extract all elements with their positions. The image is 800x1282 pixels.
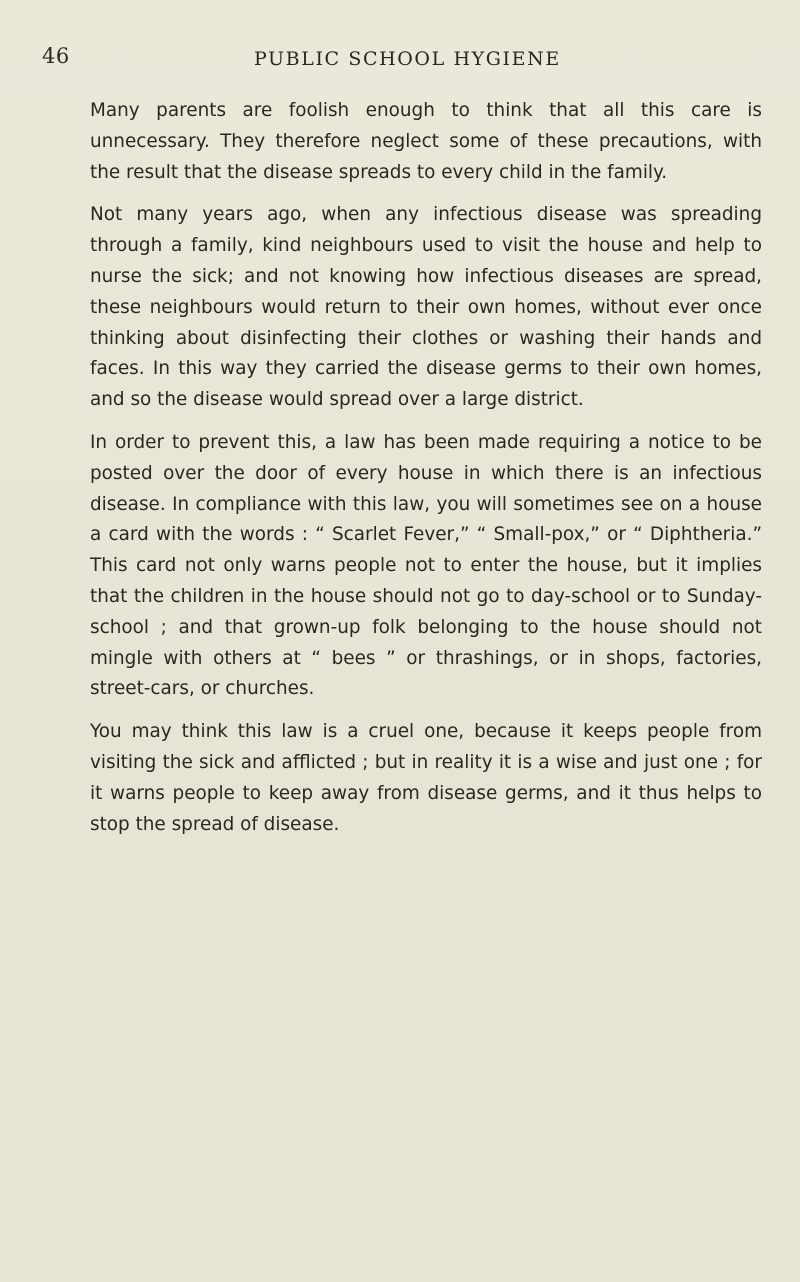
paragraph-1: Many parents are foolish enough to think that all this care is unnecessary. They therefore neglect some of these precautions, with the result that the disease spreads to every child in the family. bbox=[90, 100, 762, 183]
page-number: 46 bbox=[42, 44, 70, 68]
paragraph-2: Not many years ago, when any infectious disease was spreading through a family, kind neighbours used to visit the house and help to nurse the sick; and not knowing how infectious diseases are spread, these neighbours would return to their own homes, without ever once thinking about disinfecting their clothes or washing their hands and faces. In this way they carried the disease germs to their own homes, and so the disease would spread over a large district. bbox=[90, 204, 762, 411]
paragraph-3: In order to prevent this, a law has been made requiring a notice to be posted over the door of every house in which there is an infectious disease. In compliance with this law, you will sometimes see on a house a card with the words : “ Scarlet Fever,” “ Small-pox,” or “ Diphtheria.” This card not only warns people not to enter the house, but it implies that the children in the house should not go to day-school or to Sunday-school ; and that grown-up folk belonging to the house should not mingle with others at “ bees ” or thrashings, or in shops, factories, street-cars, or churches. bbox=[90, 431, 762, 700]
body-text bbox=[90, 96, 762, 852]
paragraph-4: You may think this law is a cruel one, because it keeps people from visiting the sick and afflicted ; but in reality it is a wise and just one ; for it warns people to keep away from disease germs, and it thus helps to stop the spread of disease. bbox=[90, 721, 762, 835]
running-head: PUBLIC SCHOOL HYGIENE bbox=[254, 48, 561, 70]
page-header bbox=[40, 40, 780, 80]
